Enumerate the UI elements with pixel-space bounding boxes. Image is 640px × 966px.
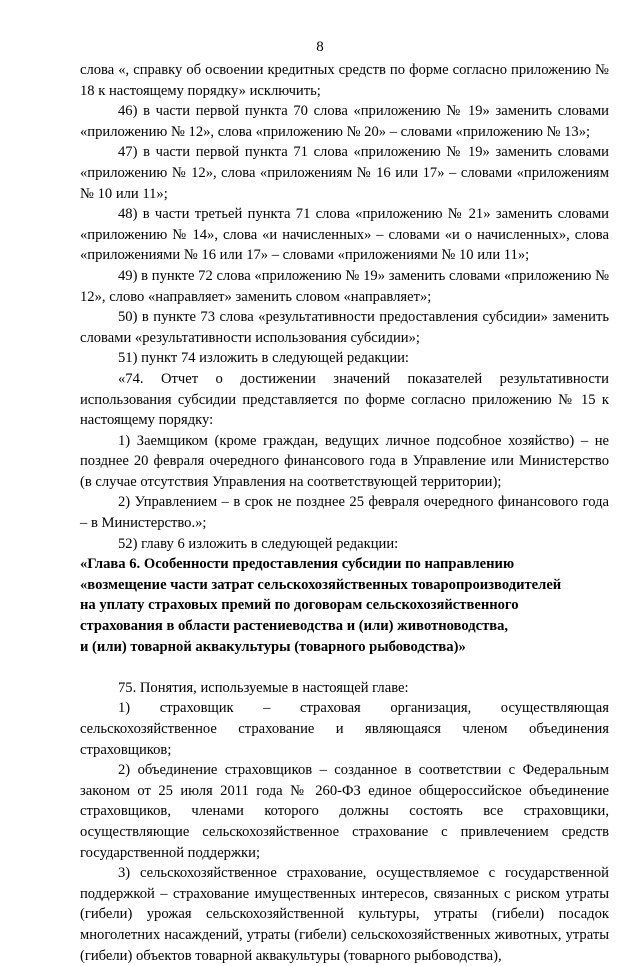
paragraph-item-46: 46) в части первой пункта 70 слова «приложению № 19» заменить словами «приложению № 12», слова «приложению № 20» – словами «приложению № 13»; xyxy=(80,103,609,140)
paragraph-clause-75-1: 1) страховщик – страховая организация, осуществляющая сельскохозяйственное страхование и являющаяся членом объединения страховщиков; xyxy=(80,700,609,758)
chapter-title-line: «Глава 6. Особенности предоставления субсидии по направлению xyxy=(80,556,515,573)
paragraph-clause-74-1: 1) Заемщиком (кроме граждан, ведущих личное подсобное хозяйство) – не позднее 20 февраля очередного финансового года в Управление или Министерство (в случае отсутствия Управления на соответствующей территории); xyxy=(80,432,609,490)
paragraph-item-47: 47) в части первой пункта 71 слова «приложению № 19» заменить словами «приложению № 12», слова «приложениям № 16 или 17» – словами «приложениям № 10 или 11»; xyxy=(80,144,609,202)
page-number: 8 xyxy=(316,39,324,55)
chapter-title-line: страхования в области растениеводства и (или) животноводства, xyxy=(80,618,509,635)
paragraph-clause-74: «74. Отчет о достижении значений показателей результативности использования субсидии представляется по форме согласно приложению № 15 к настоящему порядку: xyxy=(80,370,609,429)
chapter-title-line: и (или) товарной аквакультуры (товарного рыбоводства)» xyxy=(80,638,466,655)
chapter-title-line: на уплату страховых премий по договорам сельскохозяйственного xyxy=(80,597,519,614)
paragraph-clause-75: 75. Понятия, используемые в настоящей главе: xyxy=(118,679,409,696)
paragraph-item-52: 52) главу 6 изложить в следующей редакции: xyxy=(118,535,399,552)
paragraph-item-48: 48) в части третьей пункта 71 слова «приложению № 21» заменить словами «приложению № 14», слова «и начисленных» – словами «и о начисленных», слова «приложениями № 16 или 17» – словами «приложениями № 10 или 11»; xyxy=(80,206,609,264)
chapter-title xyxy=(80,554,609,657)
paragraph-item-51: 51) пункт 74 изложить в следующей редакции: xyxy=(118,350,409,367)
paragraph-clause-75-3: 3) сельскохозяйственное страхование, осуществляемое с государственной поддержкой – страхование имущественных интересов, связанных с риском утраты (гибели) урожая сельскохозяйственной культуры, утраты (гибели) посадок многолетних насаждений, утраты (гибели) сельскохозяйственных животных, утраты (гибели) объектов товарной аквакультуры (товарного рыбоводства), xyxy=(80,865,609,964)
paragraph-item-49: 49) в пункте 72 слова «приложению № 19» заменить словами «приложению № 12», слово «направляет» заменить словом «направляет»; xyxy=(80,267,609,305)
paragraph-clause-75-2: 2) объединение страховщиков – созданное в соответствии с Федеральным законом от 25 июля 2011 года № 260-ФЗ единое общероссийское объединение страховщиков, членами которого должны состоять все страховщики, осуществляющие сельскохозяйственное страхование с привлечением средств государственной поддержки; xyxy=(80,762,609,861)
paragraph-continuation: слова «, справку об освоении кредитных средств по форме согласно приложению № 18 к настоящему порядку» исключить; xyxy=(80,62,609,99)
document-body xyxy=(80,60,609,966)
chapter-title-line: «возмещение части затрат сельскохозяйственных товаропроизводителей xyxy=(80,576,562,593)
blank-line xyxy=(80,657,609,678)
paragraph-clause-74-2: 2) Управлением – в срок не позднее 25 февраля очередного финансового года – в Министерство.»; xyxy=(80,494,609,532)
paragraph-item-50: 50) в пункте 73 слова «результативности предоставления субсидии» заменить словами «результативности использования субсидии»; xyxy=(80,309,609,346)
